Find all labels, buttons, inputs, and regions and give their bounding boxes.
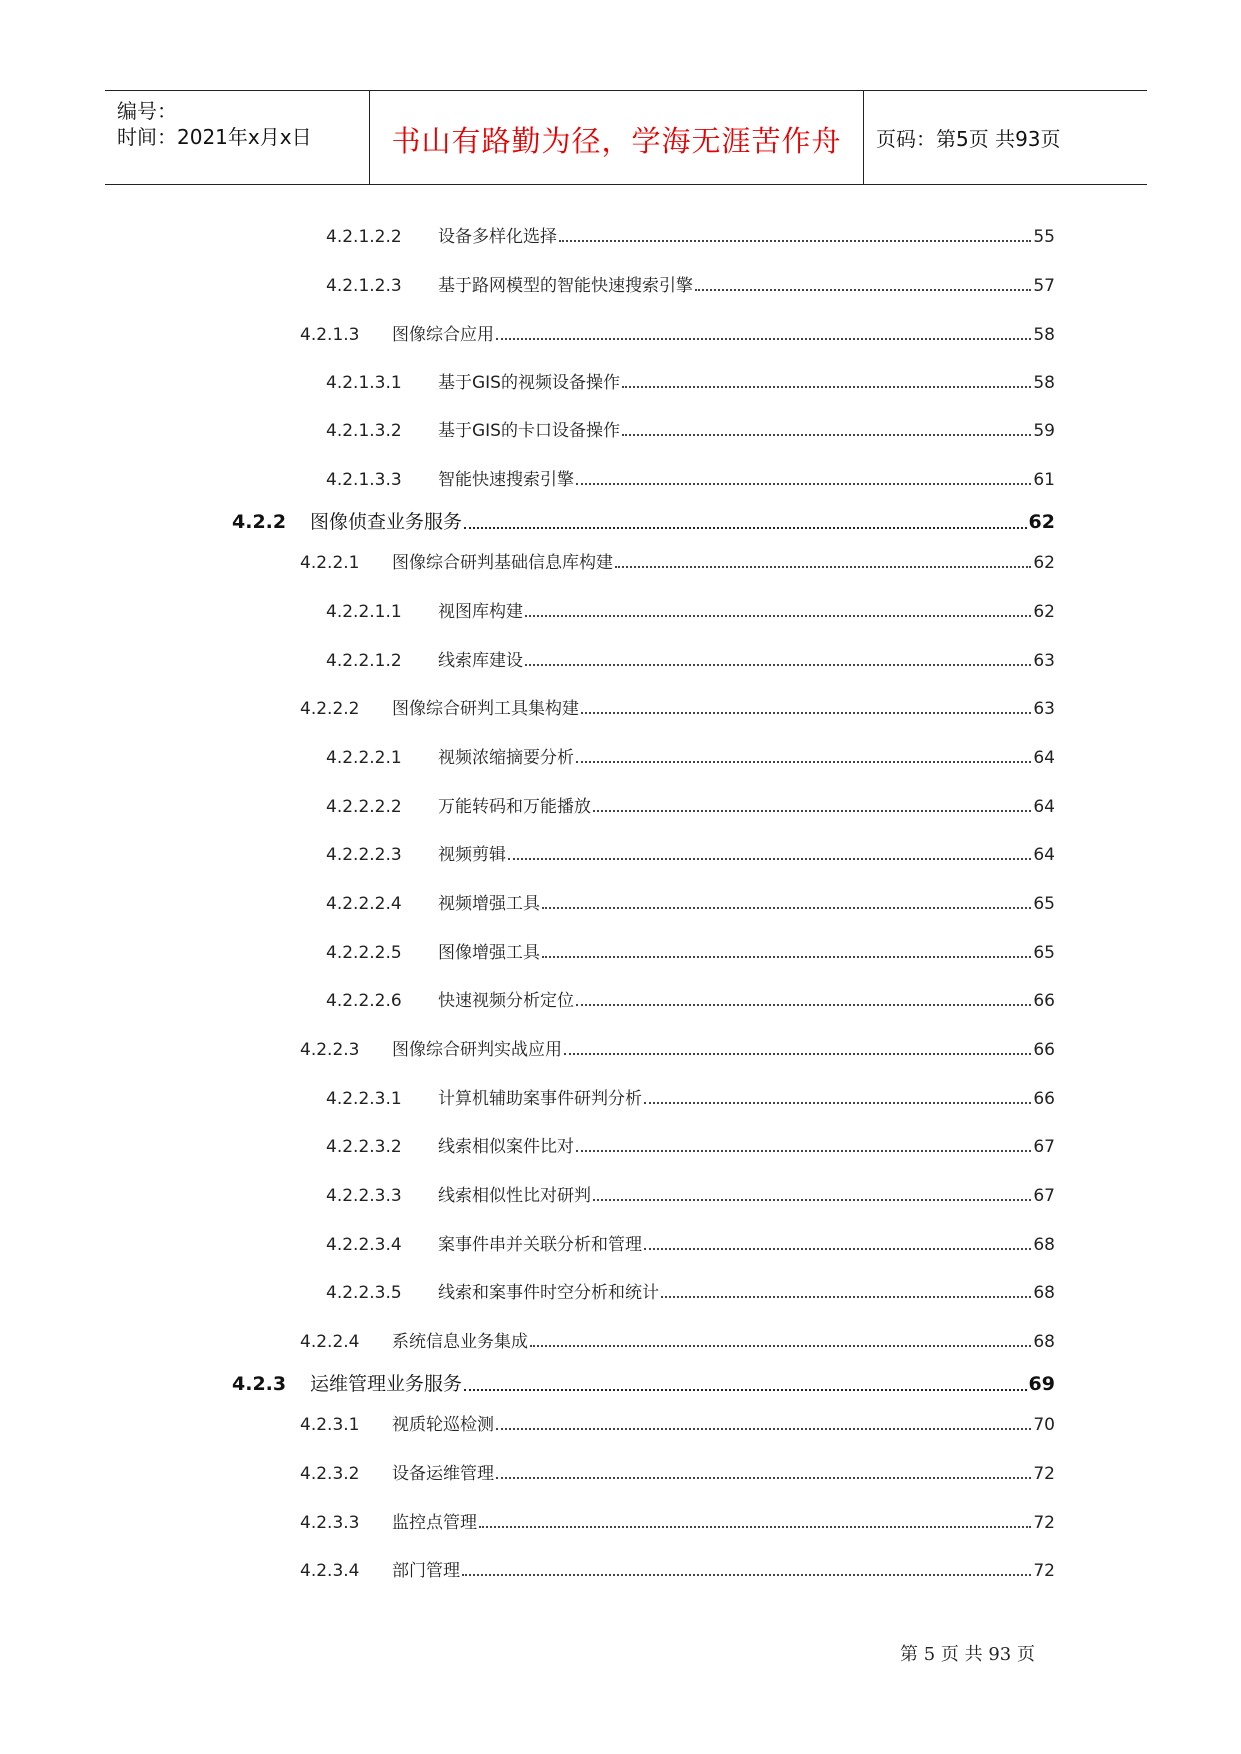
toc-entry-title: 快速视频分析定位 bbox=[438, 991, 574, 1011]
toc-dot-leader bbox=[462, 1574, 1031, 1576]
toc-entry-page: 64 bbox=[1033, 748, 1055, 768]
toc-dot-leader bbox=[576, 483, 1031, 485]
page-header bbox=[105, 90, 1147, 185]
toc-dot-leader bbox=[559, 240, 1031, 242]
toc-entry-page: 57 bbox=[1033, 276, 1055, 296]
toc-entry-number: 4.2.3.3 bbox=[300, 1513, 360, 1533]
toc-entry-page: 63 bbox=[1033, 699, 1055, 719]
toc-entry-number: 4.2.2.2.1 bbox=[326, 748, 402, 768]
toc-entry-number: 4.2.2.2.2 bbox=[326, 797, 402, 817]
toc-dot-leader bbox=[576, 1150, 1031, 1152]
toc-entry[interactable] bbox=[300, 1556, 1055, 1581]
toc-entry-page: 64 bbox=[1033, 797, 1055, 817]
toc-entry[interactable] bbox=[326, 1230, 1055, 1255]
toc-entry[interactable] bbox=[326, 1181, 1055, 1206]
toc-entry-page: 72 bbox=[1033, 1513, 1055, 1533]
toc-entry-number: 4.2.3 bbox=[232, 1373, 287, 1395]
toc-entry-title: 图像综合研判基础信息库构建 bbox=[392, 553, 613, 573]
header-middle-cell bbox=[370, 91, 864, 184]
toc-entry[interactable] bbox=[326, 1084, 1055, 1109]
toc-dot-leader bbox=[576, 1004, 1031, 1006]
page-footer: 第 5 页 共 93 页 bbox=[900, 1644, 1035, 1665]
toc-entry-page: 58 bbox=[1033, 373, 1055, 393]
toc-entry[interactable] bbox=[326, 597, 1055, 622]
toc-entry[interactable] bbox=[232, 1369, 1055, 1396]
toc-entry-title: 视图库构建 bbox=[438, 602, 523, 622]
toc-entry-page: 68 bbox=[1033, 1283, 1055, 1303]
toc-entry-title: 视频剪辑 bbox=[438, 845, 506, 865]
toc-entry[interactable] bbox=[300, 1327, 1055, 1352]
toc-dot-leader bbox=[496, 1477, 1031, 1479]
toc-entry-page: 68 bbox=[1033, 1332, 1055, 1352]
toc-dot-leader bbox=[464, 527, 1027, 529]
toc-entry-page: 62 bbox=[1033, 553, 1055, 573]
toc-entry-number: 4.2.2.1.1 bbox=[326, 602, 402, 622]
toc-entry[interactable] bbox=[232, 507, 1055, 534]
toc-entry[interactable] bbox=[326, 465, 1055, 490]
toc-entry-number: 4.2.1.2.3 bbox=[326, 276, 402, 296]
toc-dot-leader bbox=[695, 289, 1031, 291]
toc-entry[interactable] bbox=[326, 368, 1055, 393]
toc-entry-title: 智能快速搜索引擎 bbox=[438, 470, 574, 490]
toc-entry-page: 67 bbox=[1033, 1186, 1055, 1206]
toc-entry-title: 视频增强工具 bbox=[438, 894, 540, 914]
toc-entry[interactable] bbox=[300, 1035, 1055, 1060]
toc-entry-page: 58 bbox=[1033, 325, 1055, 345]
toc-dot-leader bbox=[464, 1389, 1027, 1391]
toc-entry[interactable] bbox=[326, 1278, 1055, 1303]
toc-entry[interactable] bbox=[326, 222, 1055, 247]
toc-entry-page: 65 bbox=[1033, 943, 1055, 963]
toc-entry-number: 4.2.2.3.2 bbox=[326, 1137, 402, 1157]
toc-entry-page: 65 bbox=[1033, 894, 1055, 914]
toc-entry-number: 4.2.1.3.1 bbox=[326, 373, 402, 393]
toc-entry-page: 72 bbox=[1033, 1561, 1055, 1581]
toc-entry-title: 计算机辅助案事件研判分析 bbox=[438, 1089, 642, 1109]
toc-entry[interactable] bbox=[300, 1459, 1055, 1484]
toc-dot-leader bbox=[581, 712, 1031, 714]
toc-dot-leader bbox=[622, 434, 1031, 436]
toc-entry-title: 万能转码和万能播放 bbox=[438, 797, 591, 817]
toc-entry-number: 4.2.1.3.3 bbox=[326, 470, 402, 490]
toc-dot-leader bbox=[542, 907, 1031, 909]
toc-entry-title: 部门管理 bbox=[392, 1561, 460, 1581]
toc-entry-title: 图像增强工具 bbox=[438, 943, 540, 963]
toc-entry-page: 62 bbox=[1033, 602, 1055, 622]
toc-dot-leader bbox=[661, 1296, 1031, 1298]
toc-entry-title: 设备运维管理 bbox=[392, 1464, 494, 1484]
toc-entry-title: 图像综合研判实战应用 bbox=[392, 1040, 562, 1060]
toc-entry-title: 设备多样化选择 bbox=[438, 227, 557, 247]
toc-dot-leader bbox=[593, 810, 1031, 812]
toc-entry-page: 55 bbox=[1033, 227, 1055, 247]
toc-entry-title: 案事件串并关联分析和管理 bbox=[438, 1235, 642, 1255]
toc-entry-page: 63 bbox=[1033, 651, 1055, 671]
toc-entry-page: 69 bbox=[1028, 1373, 1055, 1395]
toc-dot-leader bbox=[496, 338, 1031, 340]
toc-dot-leader bbox=[622, 386, 1031, 388]
toc-entry-number: 4.2.2.3.5 bbox=[326, 1283, 402, 1303]
toc-dot-leader bbox=[525, 664, 1031, 666]
toc-dot-leader bbox=[542, 956, 1031, 958]
toc-dot-leader bbox=[644, 1248, 1031, 1250]
toc-entry-title: 视频浓缩摘要分析 bbox=[438, 748, 574, 768]
toc-entry-page: 59 bbox=[1033, 421, 1055, 441]
toc-entry-page: 66 bbox=[1033, 1040, 1055, 1060]
toc-entry[interactable] bbox=[326, 743, 1055, 768]
toc-dot-leader bbox=[644, 1102, 1031, 1104]
toc-entry-title: 监控点管理 bbox=[392, 1513, 477, 1533]
toc-entry[interactable] bbox=[300, 320, 1055, 345]
toc-dot-leader bbox=[525, 615, 1031, 617]
toc-entry-page: 66 bbox=[1033, 1089, 1055, 1109]
toc-entry-title: 图像综合研判工具集构建 bbox=[392, 699, 579, 719]
toc-entry[interactable] bbox=[326, 1132, 1055, 1157]
toc-entry-number: 4.2.2.3.3 bbox=[326, 1186, 402, 1206]
toc-entry-title: 线索相似性比对研判 bbox=[438, 1186, 591, 1206]
toc-dot-leader bbox=[479, 1526, 1031, 1528]
header-page-label: 页码：第5页 共93页 bbox=[876, 127, 1061, 151]
toc-entry-number: 4.2.1.3.2 bbox=[326, 421, 402, 441]
toc-entry-number: 4.2.3.2 bbox=[300, 1464, 360, 1484]
toc-entry[interactable] bbox=[326, 416, 1055, 441]
toc-entry-title: 图像综合应用 bbox=[392, 325, 494, 345]
toc-entry-number: 4.2.2.2.5 bbox=[326, 943, 402, 963]
toc-dot-leader bbox=[530, 1345, 1031, 1347]
toc-entry-title: 基于路网模型的智能快速搜索引擎 bbox=[438, 276, 693, 296]
toc-entry-page: 72 bbox=[1033, 1464, 1055, 1484]
toc-entry-number: 4.2.3.1 bbox=[300, 1415, 360, 1435]
toc-entry-page: 66 bbox=[1033, 991, 1055, 1011]
toc-entry-title: 线索和案事件时空分析和统计 bbox=[438, 1283, 659, 1303]
toc-entry-title: 运维管理业务服务 bbox=[310, 1373, 463, 1395]
toc-entry-page: 68 bbox=[1033, 1235, 1055, 1255]
toc-entry-number: 4.2.2.4 bbox=[300, 1332, 360, 1352]
toc-entry-page: 62 bbox=[1028, 511, 1055, 533]
toc-entry[interactable] bbox=[326, 646, 1055, 671]
toc-entry[interactable] bbox=[300, 548, 1055, 573]
toc-entry-page: 70 bbox=[1033, 1415, 1055, 1435]
toc-dot-leader bbox=[615, 566, 1031, 568]
toc-dot-leader bbox=[508, 858, 1031, 860]
toc-entry-number: 4.2.2.1 bbox=[300, 553, 360, 573]
document-time-label: 时间：2021年x月x日 bbox=[117, 125, 312, 149]
toc-dot-leader bbox=[496, 1428, 1031, 1430]
toc-entry[interactable] bbox=[300, 1410, 1055, 1435]
toc-entry-title: 基于GIS的卡口设备操作 bbox=[438, 421, 620, 441]
header-motto: 书山有路勤为径，学海无涯苦作舟 bbox=[391, 124, 842, 158]
toc-entry-page: 67 bbox=[1033, 1137, 1055, 1157]
document-number-label: 编号： bbox=[117, 99, 177, 123]
toc-entry[interactable] bbox=[300, 1508, 1055, 1533]
toc-entry-number: 4.2.2.3 bbox=[300, 1040, 360, 1060]
toc-entry-number: 4.2.2.2.6 bbox=[326, 991, 402, 1011]
toc-entry-number: 4.2.1.3 bbox=[300, 325, 360, 345]
toc-entry-number: 4.2.2 bbox=[232, 511, 287, 533]
toc-entry[interactable] bbox=[326, 986, 1055, 1011]
toc-entry-number: 4.2.2.1.2 bbox=[326, 651, 402, 671]
toc-entry[interactable] bbox=[300, 694, 1055, 719]
toc-dot-leader bbox=[593, 1199, 1031, 1201]
toc-entry-number: 4.2.2.2.3 bbox=[326, 845, 402, 865]
toc-entry-title: 图像侦查业务服务 bbox=[310, 511, 463, 533]
toc-entry[interactable] bbox=[326, 938, 1055, 963]
toc-entry-title: 线索相似案件比对 bbox=[438, 1137, 574, 1157]
toc-entry-number: 4.2.2.3.1 bbox=[326, 1089, 402, 1109]
toc-entry-number: 4.2.1.2.2 bbox=[326, 227, 402, 247]
toc-dot-leader bbox=[564, 1053, 1031, 1055]
toc-entry[interactable] bbox=[326, 840, 1055, 865]
toc-entry-title: 线索库建设 bbox=[438, 651, 523, 671]
toc-entry[interactable] bbox=[326, 792, 1055, 817]
toc-entry-title: 基于GIS的视频设备操作 bbox=[438, 373, 620, 393]
header-left-cell bbox=[105, 91, 370, 184]
toc-dot-leader bbox=[576, 761, 1031, 763]
toc-entry-number: 4.2.2.2 bbox=[300, 699, 360, 719]
toc-entry-page: 64 bbox=[1033, 845, 1055, 865]
toc-entry[interactable] bbox=[326, 271, 1055, 296]
toc-entry-number: 4.2.2.2.4 bbox=[326, 894, 402, 914]
toc-entry-number: 4.2.3.4 bbox=[300, 1561, 360, 1581]
toc-entry-title: 系统信息业务集成 bbox=[392, 1332, 528, 1352]
toc-entry-number: 4.2.2.3.4 bbox=[326, 1235, 402, 1255]
toc-entry-title: 视质轮巡检测 bbox=[392, 1415, 494, 1435]
toc-entry-page: 61 bbox=[1033, 470, 1055, 490]
toc-entry[interactable] bbox=[326, 889, 1055, 914]
header-right-cell bbox=[864, 91, 1147, 184]
